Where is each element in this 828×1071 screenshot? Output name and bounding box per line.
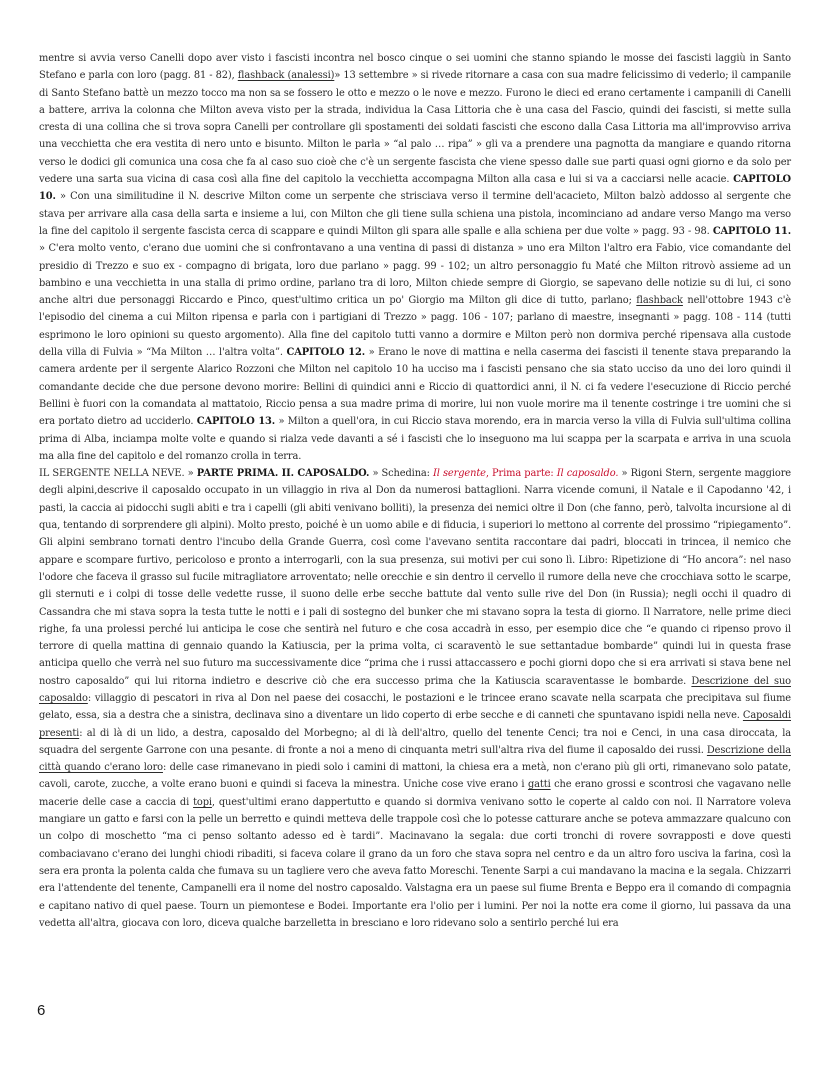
arrow-marker: » [39,243,45,255]
book-title: IL SERGENTE NELLA NEVE. [39,468,188,480]
arrow-marker: » [420,312,427,324]
arrow-marker: » [632,225,639,237]
arrow-marker: » [383,139,390,151]
keyword-underlined: gatti [527,779,551,791]
flashback-label: flashback (analessi) [237,70,335,82]
arrow-marker: » [621,468,628,480]
chapter-heading: CAPITOLO 12. [286,347,366,359]
subheading-underlined: Caposaldi presenti [39,710,791,739]
arrow-marker: » [411,70,418,82]
paragraph-il-sergente-nella-neve: IL SERGENTE NELLA NEVE. » PARTE PRIMA. II. CAPOSALDO. » Schedina: Il sergente, Prima parte: Il caposaldo. » Rigoni Stern, sergente maggiore degli alpini,descrive il caposaldo occupato in un villaggio in riva al Don da numerosi battaglioni. Narra vicende comuni, il Natale e il Capodanno '42, i pasti, la caccia ai pidocchi sugli abiti e tra i capelli (gli abiti venivano bolliti), la presenza dei nemici oltre il Don (che fanno, però, talvolta incursione al di qua, tentando di sorprendere gli alpini). Molto presto, poiché è un uomo abile e di fiducia, i superiori lo mettono al corrente del prossimo “ripiegamento”. Gli alpini sembrano tornati dentro l'incubo della Grande Guerra, così come l'avevano sentita raccontare dai padri, bloccati in trincea, il nemico che appare e scompare furtivo, pericoloso e pronto a interrogarli, con la sua presenza, sui motivi per cui sono lì. Libro: Ripetizione di “Ho ancora”: nel naso l'odore che faceva il grasso sul fucile mitragliatore arroventato; nelle orecchie e sin dentro il cervello il rumore della neve che crocchiava sotto le scarpe, gli sternuti e i colpi di tosse delle vedette russe, il suono delle erbe secche battute dal vento sulle rive del Don (in Russia); negli occhi il quadro di Cassandra che mi stava sopra la testa tutte le notti e i pali di sostegno del bunker che mi stavano sopra la testa di giorno. Il Narratore, nelle prime dieci righe, fa una prolessi perché lui anticipa le cose che sentirà nel futuro e che cosa accadrà in esso, per esempio dice che “e quando ci ripenso provo il terrore di quella mattina di gennaio quando la Katiuscia, per la prima volta, ci scaraventò le sue settantadue bombarde” quindi lui in questa frase anticipa quello che verrà nel suo futuro ma successivamente dice “prima che i russi attaccassero e pochi giorni dopo che si era arrivati si stava bene nel nostro caposaldo” qui lui ritorna indietro e descrive ciò che era successo prima che la Katiuscia scaraventasse le bombarde. Descrizione del suo caposaldo: villaggio di pescatori in riva al Don nel paese dei cosacchi, le postazioni e le trincee erano scavate nella scarpata che precipitava sul fiume gelato, essa, sia a destra che a sinistra, declinava sino a diventare un lido coperto di erbe secche e di canneti che spuntavano ispidi nella neve. Caposaldi presenti: al di là di un lido, a destra, caposaldo del Morbegno; al di là dell'altro, quello del tenente Cenci; tra noi e Cenci, in una casa diroccata, la squadra del sergente Garrone con una pesante. di fronte a noi a meno di cinquanta metri sull'altra riva del fiume il caposaldo dei russi. Descrizione della città quando c'erano loro: delle case rimanevano in piedi solo i camini di mattoni, la chiesa era a metà, non c'erano più gli orti, rimanevano solo patate, cavoli, carote, zucche, a volte erano buoni e quindi si faceva la minestra. Uniche cose vive erano i gatti che erano grossi e scontrosi che vagavano nelle macerie delle case a caccia di topi, quest'ultimi erano dappertutto e quando si dormiva venivano sotto le coperte al caldo con noi. Il Narratore voleva mangiare un gatto e farsi con la pelle un berretto e quindi metteva delle trappole così che lo potesse catturare anche se poteva ammazzare qualcuno con un colpo di moschetto “ma ci penso soltanto adesso ed è tardi”. Macinavano la segala: due corti tronchi di rovere sovrapposti e dove questi combaciavano c'erano dei lunghi chiodi ribaditi, si faceva colare il grano da un foro che stava sopra nel centro e da un altro foro usciva la farina, così la sera era pronta la polenta calda che fumava su un tagliere vero che aveva fatto Moreschi. Tenente Sarpi a cui mandavano la macina e la segala. Chizzarri era l'attendente del tenente, Campanelli era il nome del nostro caposaldo. Valstagna era un paese sul fiume Brenta e Beppo era il comando di compagnia e capitano nativo di quel paese. Tourn un piemontese e Bodei. Importante era l'olio per i lumini. Per noi la notte era come il giorno, lui passava da una vedetta all'altra, giocava con loro, diceva qualche barzelletta in bresciano e loro ridevano solo a sentirlo perché lui era [39,468,791,929]
paragraph-la-paga-del-sabato-summary: mentre si avvia verso Canelli dopo aver visto i fascisti incontra nel bosco cinque o sei uomini che stanno spiando le mosse dei fascisti laggiù in Santo Stefano e parla con loro (pagg. 81 - 82), flashback (analessi)» 13 settembre » si rivede ritornare a casa con sua madre felicissimo di vederlo; il campanile di Santo Stefano battè un mezzo tocco ma non sa se fossero le otto e mezzo o le nove e mezzo. Furono le dieci ed erano certamente i campanili di Canelli a battere, arriva la colonna che Milton aveva visto per la strada, individua la Casa Littoria che è una casa del Fascio, quindi dei fascisti, si mette sulla cresta di una collina che si trova sopra Canelli per controllare gli spostamenti dei soldati fascisti che escono dalla Casa Littoria ma all'improvviso arriva una vecchietta che era vestita di nero unto e bisunto. Milton le parla » “al palo … ripa” » gli va a prendere una pagnotta da mangiare e quando ritorna verso le dodici gli comunica una cosa che fa al caso suo cioè che c'è un sergente fascista che viene spesso dalle sue parti quasi ogni giorno e da solo per vedere una sarta sua vicina di casa così alla fine del capitolo la vecchietta accompagna Milton alla casa e lui si va a cacciarsi nelle acacie. CAPITOLO 10. » Con una similitudine il N. descrive Milton come un serpente che strisciava verso il termine dell'acacieto, Milton balzò addosso al sergente che stava per arrivare alla casa della sarta e insieme a lui, con Milton che gli tiene sulla schiena una pistola, incominciano ad andare verso Mango ma verso la fine del capitolo il sergente fascista cerca di scappare e quindi Milton gli spara alle spalle e alla schiena per due volte » pagg. 93 - 98. CAPITOLO 11. » C'era molto vento, c'erano due uomini che si confrontavano a una ventina di passi di distanza » uno era Milton l'altro era Fabio, vice comandante del presidio di Trezzo e suo ex - compagno di brigata, loro due parlano » pagg. 99 - 102; un altro personaggio fu Maté che Milton ritrovò assieme ad un bambino e una vecchietta in una stalla di primo ordine, parlano tra di loro, Milton chiede sempre di Giorgio, se sapevano delle notizie su di lui, ci sono anche altri due personaggi Riccardo e Pinco, quest'ultimo critica un po' Giorgio ma Milton gli dice di tutto, parlano; flashback nell'ottobre 1943 c'è l'episodio del cinema a cui Milton ripensa e parla con i partigiani di Trezzo » pagg. 106 - 107; parlano di maestre, insegnanti » pagg. 108 - 114 (tutti esprimono le loro opinioni su questo argomento). Alla fine del capitolo tutti vanno a dormire e Milton però non dormiva perché ripensava alla custode della villa di Fulvia » “Ma Milton … l'altra volta”. CAPITOLO 12. » Erano le nove di mattina e nella caserma dei fascisti il tenente stava preparando la camera ardente per il sergente Alarico Rozzoni che Milton nel capitolo 10 ha ucciso ma i fascisti pensano che sia stato ucciso da uno dei loro quindi il comandante decide che due persone devono morire: Bellini di quindici anni e Riccio di quattordici anni, il N. ci fa vedere l'esecuzione di Riccio perché Bellini è fuori con la comandata al mattatoio, Riccio pensa a sua madre prima di morire, lui non vuole morire ma il tenente costringe i tre uomini che si era portato dietro ad ucciderlo. CAPITOLO 13. » Milton a quell'ora, in cui Riccio stava morendo, era in marcia verso la villa di Fulvia sull'ultima collina prima di Alba, inciampa molte volte e quando si rialza vede davanti a sé i fascisti che lo inseguono ma lui scappa per la scarpata e arriva in una scuola ma alla fine del capitolo e del romanzo crolla in terra. [39,53,792,462]
arrow-marker: » [334,70,341,82]
flashback-label: flashback [636,295,683,307]
arrow-marker: » [476,139,482,151]
arrow-marker: » [136,347,143,359]
schedina-title: Il sergente, Prima parte: Il caposaldo. [433,468,619,480]
arrow-marker: » [372,468,379,480]
chapter-heading: CAPITOLO 13. [196,416,276,428]
arrow-marker: » [278,416,285,428]
chapter-heading: CAPITOLO 10. [39,174,791,203]
page-number: 6 [37,1002,46,1019]
section-heading: PARTE PRIMA. II. CAPOSALDO. [196,468,370,480]
arrow-marker: » [673,312,680,324]
subheading-underlined: Descrizione della città quando c'erano loro [39,744,791,774]
arrow-marker: » [187,468,194,480]
chapter-heading: CAPITOLO 11. [712,225,791,237]
document-body [39,50,791,932]
arrow-marker: » [382,260,389,272]
arrow-marker: » [517,243,524,255]
arrow-marker: » [368,347,375,359]
keyword-underlined: topi [193,796,212,808]
subheading-underlined: Descrizione del suo caposaldo [39,675,791,704]
arrow-marker: » [60,191,66,203]
